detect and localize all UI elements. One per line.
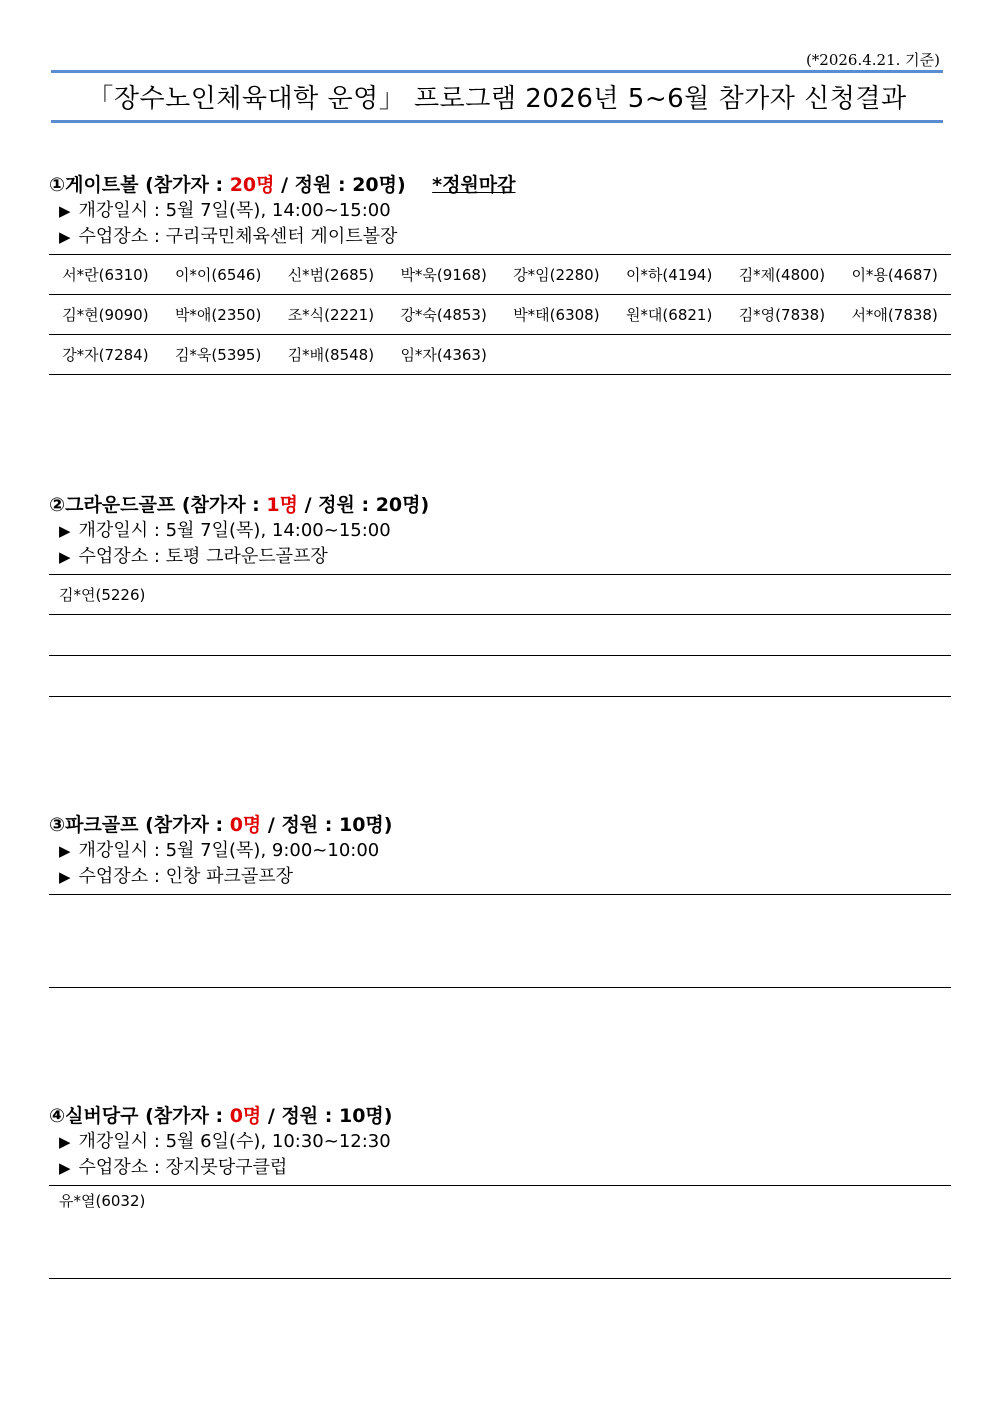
heading-suffix: / 정원 : 20명) bbox=[274, 174, 406, 196]
place-text: 수업장소 : 토평 그라운드골프장 bbox=[78, 546, 328, 567]
participant: 김*영(7838) bbox=[738, 306, 826, 324]
section-heading bbox=[49, 172, 951, 198]
participant: 강*숙(4853) bbox=[400, 306, 487, 324]
schedule-line bbox=[49, 838, 951, 864]
empty-row bbox=[49, 615, 951, 656]
triangle-right-icon: ▶ bbox=[59, 228, 71, 246]
heading-suffix: / 정원 : 20명) bbox=[297, 494, 430, 516]
participant: 김*현(9090) bbox=[62, 306, 149, 324]
participant: 이*하(4194) bbox=[625, 266, 713, 284]
triangle-right-icon: ▶ bbox=[59, 842, 71, 860]
heading-suffix: / 정원 : 10명) bbox=[261, 814, 393, 836]
triangle-right-icon: ▶ bbox=[59, 868, 71, 886]
participant: 박*애(2350) bbox=[174, 306, 262, 324]
participant: 조*식(2221) bbox=[287, 306, 375, 324]
section-park-golf bbox=[49, 812, 951, 988]
participant-table bbox=[49, 254, 951, 375]
participant-table bbox=[49, 894, 951, 988]
place-line bbox=[49, 1155, 951, 1181]
triangle-right-icon: ▶ bbox=[59, 1133, 71, 1151]
schedule-text: 개강일시 : 5월 7일(목), 14:00~15:00 bbox=[78, 200, 391, 221]
participant: 신*범(2685) bbox=[287, 266, 375, 284]
schedule-line bbox=[49, 518, 951, 544]
triangle-right-icon: ▶ bbox=[59, 1159, 71, 1177]
participant: 임*자(4363) bbox=[400, 346, 487, 364]
section-gateball bbox=[49, 172, 951, 375]
participant-table bbox=[49, 574, 951, 697]
participant: 김*배(8548) bbox=[287, 346, 375, 364]
place-line bbox=[49, 864, 951, 890]
table-row bbox=[49, 335, 951, 375]
closed-label: *정원마감 bbox=[432, 174, 516, 196]
section-ground-golf bbox=[49, 492, 951, 697]
participant: 원*대(6821) bbox=[625, 306, 713, 324]
place-text: 수업장소 : 구리국민체육센터 게이트볼장 bbox=[78, 226, 398, 247]
table-row bbox=[49, 255, 951, 295]
section-heading bbox=[49, 1103, 951, 1129]
participant: 김*제(4800) bbox=[738, 266, 826, 284]
triangle-right-icon: ▶ bbox=[59, 202, 71, 220]
participant-count: 20명 bbox=[229, 174, 275, 196]
place-text: 수업장소 : 장지못당구클럽 bbox=[78, 1157, 288, 1178]
table-row bbox=[49, 1186, 951, 1279]
schedule-line bbox=[49, 1129, 951, 1155]
participant: 강*임(2280) bbox=[513, 266, 600, 284]
heading-prefix: ④실버당구 (참가자 : bbox=[49, 1105, 230, 1127]
participant: 이*용(4687) bbox=[851, 266, 938, 284]
place-line bbox=[49, 224, 951, 250]
heading-prefix: ①게이트볼 (참가자 : bbox=[49, 174, 230, 196]
participant: 김*욱(5395) bbox=[174, 346, 262, 364]
triangle-right-icon: ▶ bbox=[59, 548, 71, 566]
participant: 박*태(6308) bbox=[513, 306, 600, 324]
schedule-text: 개강일시 : 5월 7일(목), 9:00~10:00 bbox=[78, 840, 380, 861]
empty-row bbox=[49, 656, 951, 697]
participant: 김*연(5226) bbox=[59, 586, 146, 604]
table-row bbox=[49, 575, 951, 615]
section-silver-billiards bbox=[49, 1103, 951, 1279]
table-row bbox=[49, 295, 951, 335]
reference-date: (*2026.4.21. 기준) bbox=[805, 51, 940, 69]
participant: 서*애(7838) bbox=[851, 306, 938, 324]
place-line bbox=[49, 544, 951, 570]
participant-count: 0명 bbox=[229, 1105, 262, 1127]
empty-row bbox=[49, 895, 951, 988]
participant: 강*자(7284) bbox=[62, 346, 149, 364]
participant-count: 0명 bbox=[229, 814, 262, 836]
participant: 박*욱(9168) bbox=[400, 266, 487, 284]
participant: 유*열(6032) bbox=[59, 1192, 146, 1210]
schedule-text: 개강일시 : 5월 7일(목), 14:00~15:00 bbox=[78, 520, 391, 541]
section-heading bbox=[49, 812, 951, 838]
participant: 서*란(6310) bbox=[62, 266, 149, 284]
participant-table bbox=[49, 1185, 951, 1279]
title-box bbox=[51, 70, 943, 123]
schedule-text: 개강일시 : 5월 6일(수), 10:30~12:30 bbox=[78, 1131, 391, 1152]
page-title: 「장수노인체육대학 운영」 프로그램 2026년 5~6월 참가자 신청결과 bbox=[87, 84, 907, 114]
section-heading bbox=[49, 492, 951, 518]
heading-suffix: / 정원 : 10명) bbox=[261, 1105, 393, 1127]
heading-prefix: ②그라운드골프 (참가자 : bbox=[49, 494, 267, 516]
heading-prefix: ③파크골프 (참가자 : bbox=[49, 814, 230, 836]
place-text: 수업장소 : 인창 파크골프장 bbox=[78, 866, 294, 887]
participant-count: 1명 bbox=[266, 494, 298, 516]
schedule-line bbox=[49, 198, 951, 224]
participant: 이*이(6546) bbox=[174, 266, 262, 284]
triangle-right-icon: ▶ bbox=[59, 522, 71, 540]
